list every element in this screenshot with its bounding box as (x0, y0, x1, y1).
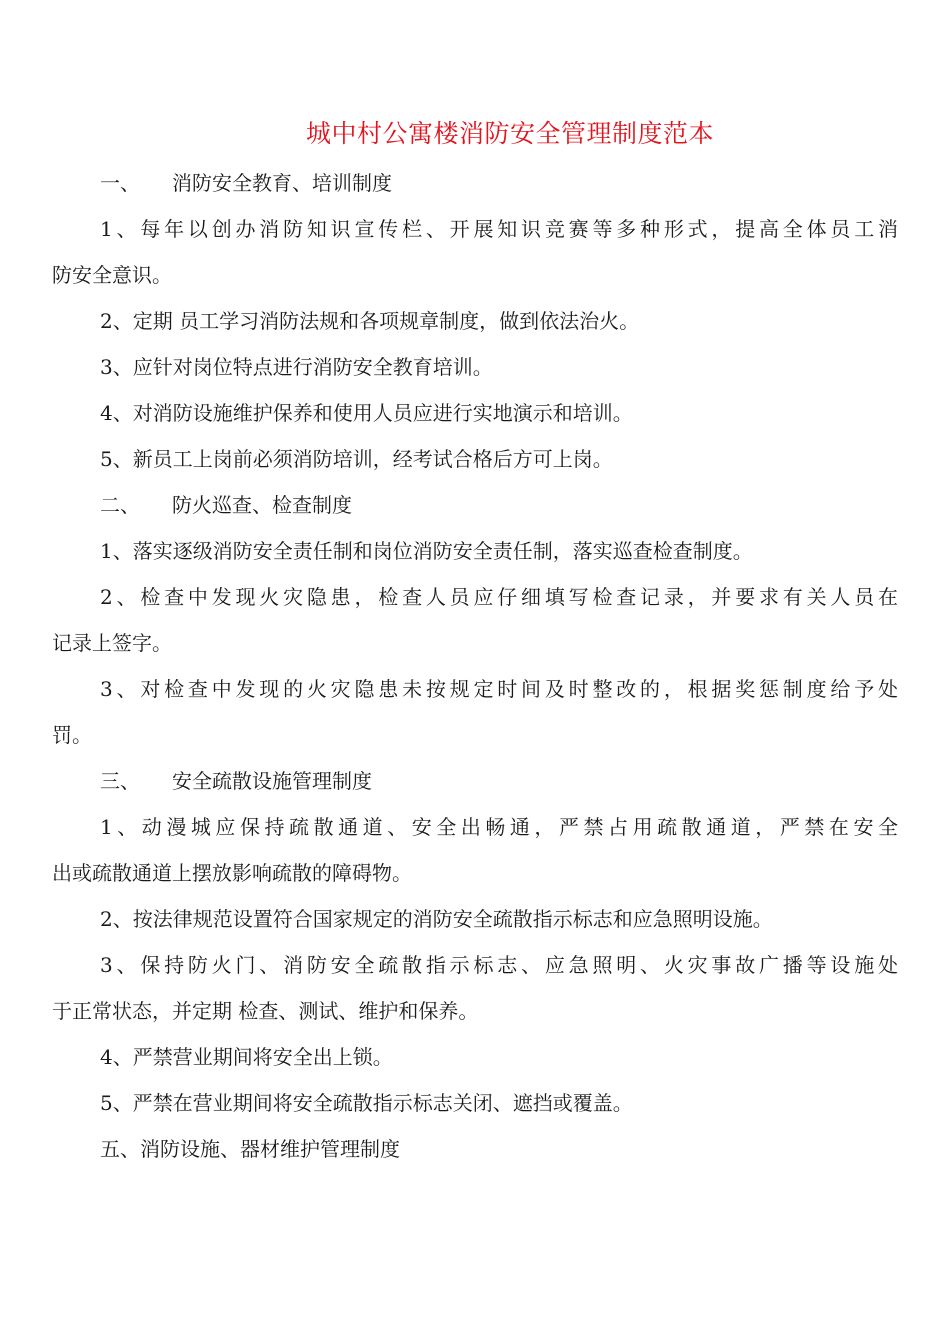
paragraph-line: 3、应针对岗位特点进行消防安全教育培训。 (100, 355, 493, 379)
section-number: 三、 (100, 769, 140, 793)
section-heading: 五、消防设施、器材维护管理制度 (100, 1137, 400, 1161)
section-title: 防火巡查、检查制度 (172, 493, 352, 517)
paragraph-line: 2、检查中发现火灾隐患，检查人员应仔细填写检查记录，并要求有关人员在 (100, 585, 898, 609)
paragraph-line: 5、新员工上岗前必须消防培训，经考试合格后方可上岗。 (100, 447, 613, 471)
paragraph-line: 3、对检查中发现的火灾隐患未按规定时间及时整改的，根据奖惩制度给予处 (100, 677, 898, 701)
paragraph-line: 2、按法律规范设置符合国家规定的消防安全疏散指示标志和应急照明设施。 (100, 907, 773, 931)
paragraph-line: 记录上签字。 (52, 631, 172, 655)
section-heading (52, 758, 898, 804)
section-title: 消防安全教育、培训制度 (172, 171, 392, 195)
paragraph-line: 4、严禁营业期间将安全出上锁。 (100, 1045, 393, 1069)
paragraph-line: 5、严禁在营业期间将安全疏散指示标志关闭、遮挡或覆盖。 (100, 1091, 633, 1115)
paragraph-line: 罚。 (52, 723, 92, 747)
paragraph-line: 防安全意识。 (52, 263, 172, 287)
section-number: 一、 (100, 171, 140, 195)
paragraph-line: 1、每年以创办消防知识宣传栏、开展知识竞赛等多种形式，提高全体员工消 (100, 217, 898, 241)
paragraph-line: 4、对消防设施维护保养和使用人员应进行实地演示和培训。 (100, 401, 633, 425)
paragraph-line: 1、落实逐级消防安全责任制和岗位消防安全责任制，落实巡查检查制度。 (100, 539, 753, 563)
section-number: 二、 (100, 493, 140, 517)
paragraph-line: 于正常状态，并定期 检查、测试、维护和保养。 (52, 999, 479, 1023)
paragraph-line: 出或疏散通道上摆放影响疏散的障碍物。 (52, 861, 412, 885)
section-title: 安全疏散设施管理制度 (172, 769, 372, 793)
section-heading (52, 482, 898, 528)
document-body (52, 160, 898, 1172)
paragraph-line: 1、动漫城应保持疏散通道、安全出畅通，严禁占用疏散通道，严禁在安全 (100, 815, 898, 839)
document-title: 城中村公寓楼消防安全管理制度范本 (305, 119, 714, 148)
paragraph-line: 3、保持防火门、消防安全疏散指示标志、应急照明、火灾事故广播等设施处 (100, 953, 898, 977)
section-heading (52, 160, 898, 206)
paragraph-line: 2、定期 员工学习消防法规和各项规章制度，做到依法治火。 (100, 309, 640, 333)
